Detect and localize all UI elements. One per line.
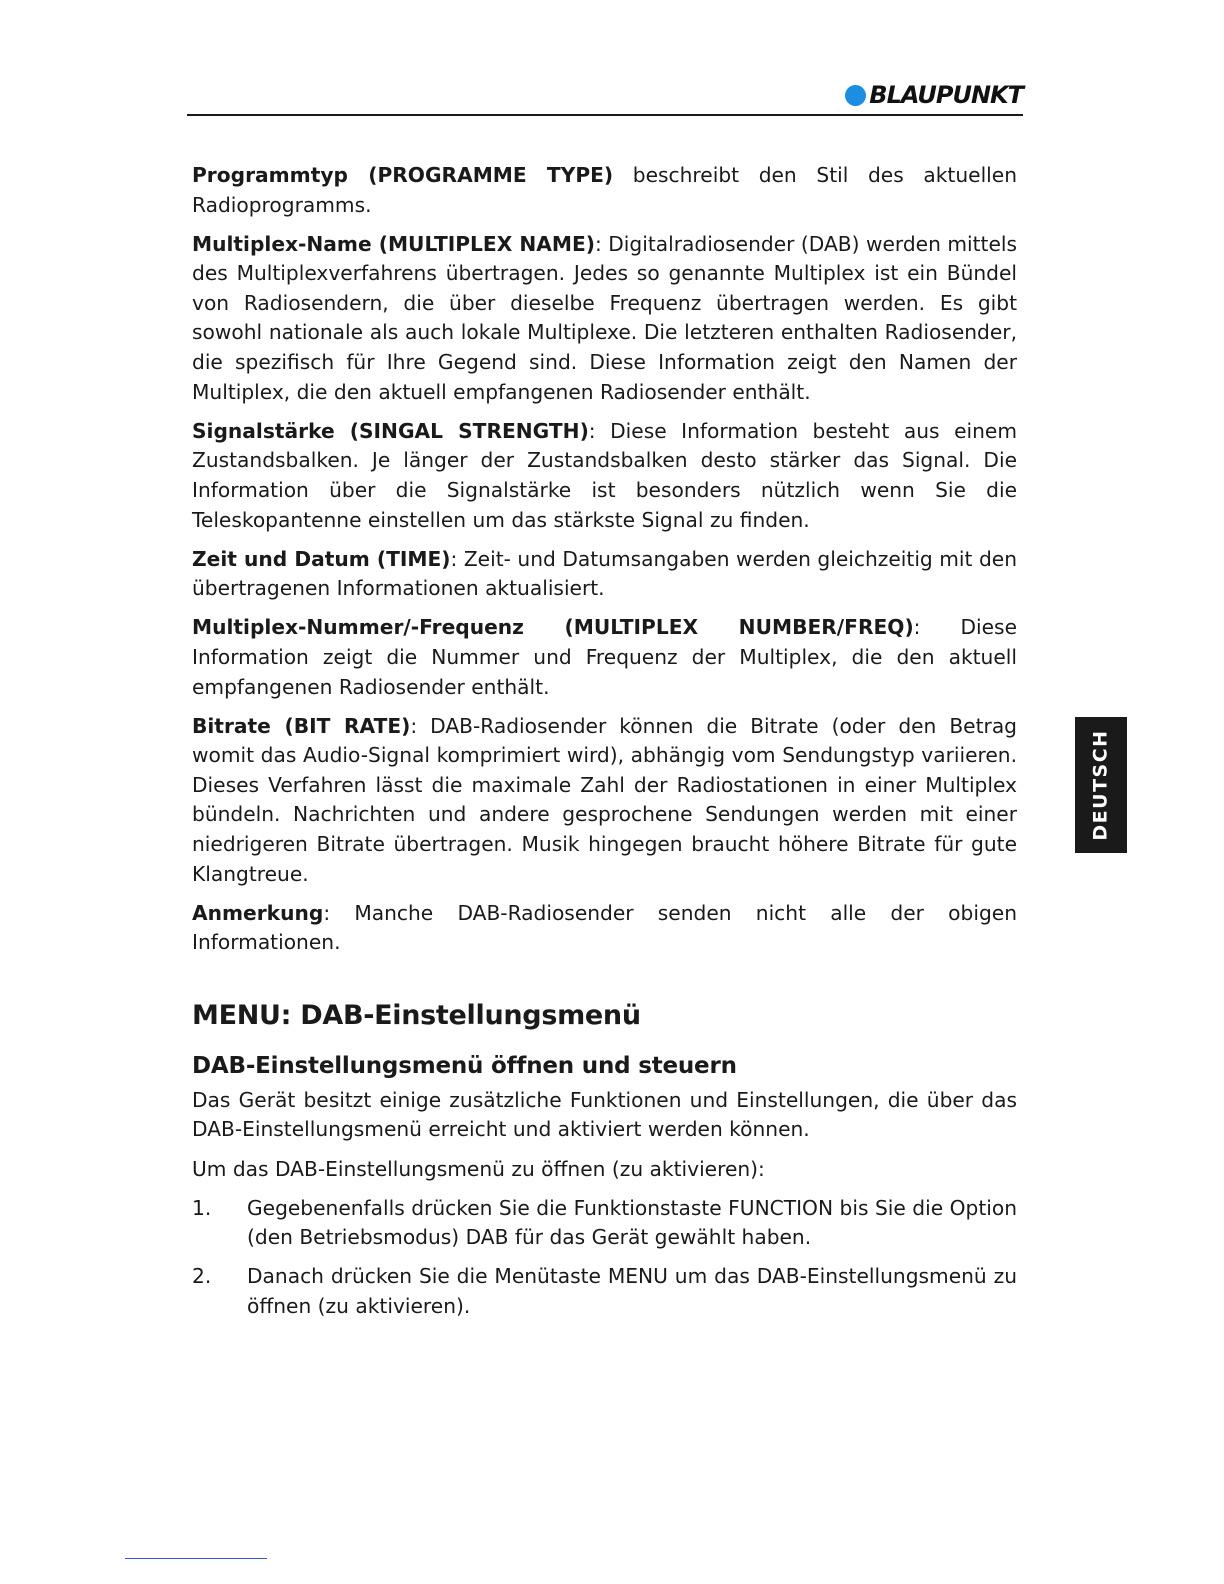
lead-paragraph: Um das DAB-Einstellungsmenü zu öffnen (zu aktivieren): xyxy=(192,1156,765,1181)
step-text: Gegebenenfalls drücken Sie die Funktionstaste FUNCTION bis Sie die Option (den Betriebsmodus) DAB für das Gerät gewählt haben. xyxy=(247,1195,1017,1250)
term: Zeit und Datum (TIME) xyxy=(192,546,451,571)
paragraph-bit-rate xyxy=(192,712,1017,890)
description: : Manche DAB-Radiosender senden nicht alle der obigen Informationen. xyxy=(192,900,1017,955)
paragraph-multiplex-name xyxy=(192,230,1017,408)
term: Bitrate (BIT RATE) xyxy=(192,713,411,738)
intro-paragraph: Das Gerät besitzt einige zusätzliche Funktionen und Einstellungen, die über das DAB-Einstellungsmenü erreicht und aktiviert werden können. xyxy=(192,1087,1017,1142)
term: Signalstärke (SINGAL STRENGTH) xyxy=(192,418,589,443)
footnote-divider xyxy=(125,1558,267,1559)
description: : Diese Information zeigt die Nummer und Frequenz der Multiplex, die den aktuell empfangenen Radiosender enthält. xyxy=(192,615,1017,699)
section-heading: MENU: DAB-Einstellungsmenü xyxy=(192,999,641,1031)
section-subheading: DAB-Einstellungsmenü öffnen und steuern xyxy=(192,1052,737,1079)
language-tab-label: DEUTSCH xyxy=(1090,729,1113,841)
description: : Diese Information besteht aus einem Zustandsbalken. Je länger der Zustandsbalken desto stärker das Signal. Die Information über die Signalstärke ist besonders nützlich wenn Sie die Teleskopantenne einstellen um das stärkste Signal zu finden. xyxy=(192,418,1017,532)
paragraph-signal-strength xyxy=(192,417,1017,535)
paragraph-programme-type xyxy=(192,161,1017,220)
description: : Digitalradiosender (DAB) werden mittels des Multiplexverfahrens übertragen. Jedes so genannte Multiplex ist ein Bündel von Radiosendern, die über dieselbe Frequenz übertragen werden. Es gibt sowohl nationale als auch lokale Multiplexe. Die letzteren enthalten Radiosender, die spezifisch für Ihre Gegend sind. Diese Information zeigt den Namen der Multiplex, die den aktuell empfangenen Radiosender enthält. xyxy=(192,231,1017,404)
brand-name: BLAUPUNKT xyxy=(869,81,1023,109)
list-item xyxy=(192,1262,1017,1321)
list-item xyxy=(192,1194,1017,1253)
paragraph-time xyxy=(192,545,1017,604)
page-content xyxy=(192,161,1017,1331)
brand-logo xyxy=(845,80,1023,110)
description: : Zeit- und Datumsangaben werden gleichzeitig mit den übertragenen Informationen aktualisiert. xyxy=(192,546,1017,601)
description: : DAB-Radiosender können die Bitrate (oder den Betrag womit das Audio-Signal komprimiert wird), abhängig vom Sendungstyp variieren. Dieses Verfahren lässt die maximale Zahl der Radiostationen in einer Multiplex bündeln. Nachrichten und andere gesprochene Sendungen werden mit einer niedrigeren Bitrate übertragen. Musik hingegen braucht höhere Bitrate für gute Klangtreue. xyxy=(192,713,1018,886)
term: Anmerkung xyxy=(192,900,324,925)
term: Multiplex-Name (MULTIPLEX NAME) xyxy=(192,231,595,256)
logo-dot-icon xyxy=(845,85,866,106)
paragraph-note xyxy=(192,899,1017,958)
language-tab xyxy=(1075,717,1127,853)
page-header xyxy=(187,76,1023,116)
term: Programmtyp (PROGRAMME TYPE) xyxy=(192,163,614,187)
description: beschreibt den Stil des aktuellen Radioprogramms. xyxy=(192,163,1017,217)
term: Multiplex-Nummer/-Frequenz (MULTIPLEX NUMBER/FREQ) xyxy=(192,615,914,640)
step-number: 2. xyxy=(192,1264,212,1289)
step-text: Danach drücken Sie die Menütaste MENU um das DAB-Einstellungsmenü zu öffnen (zu aktivieren). xyxy=(247,1264,1017,1318)
paragraph-multiplex-number xyxy=(192,613,1017,702)
step-number: 1. xyxy=(192,1195,212,1220)
